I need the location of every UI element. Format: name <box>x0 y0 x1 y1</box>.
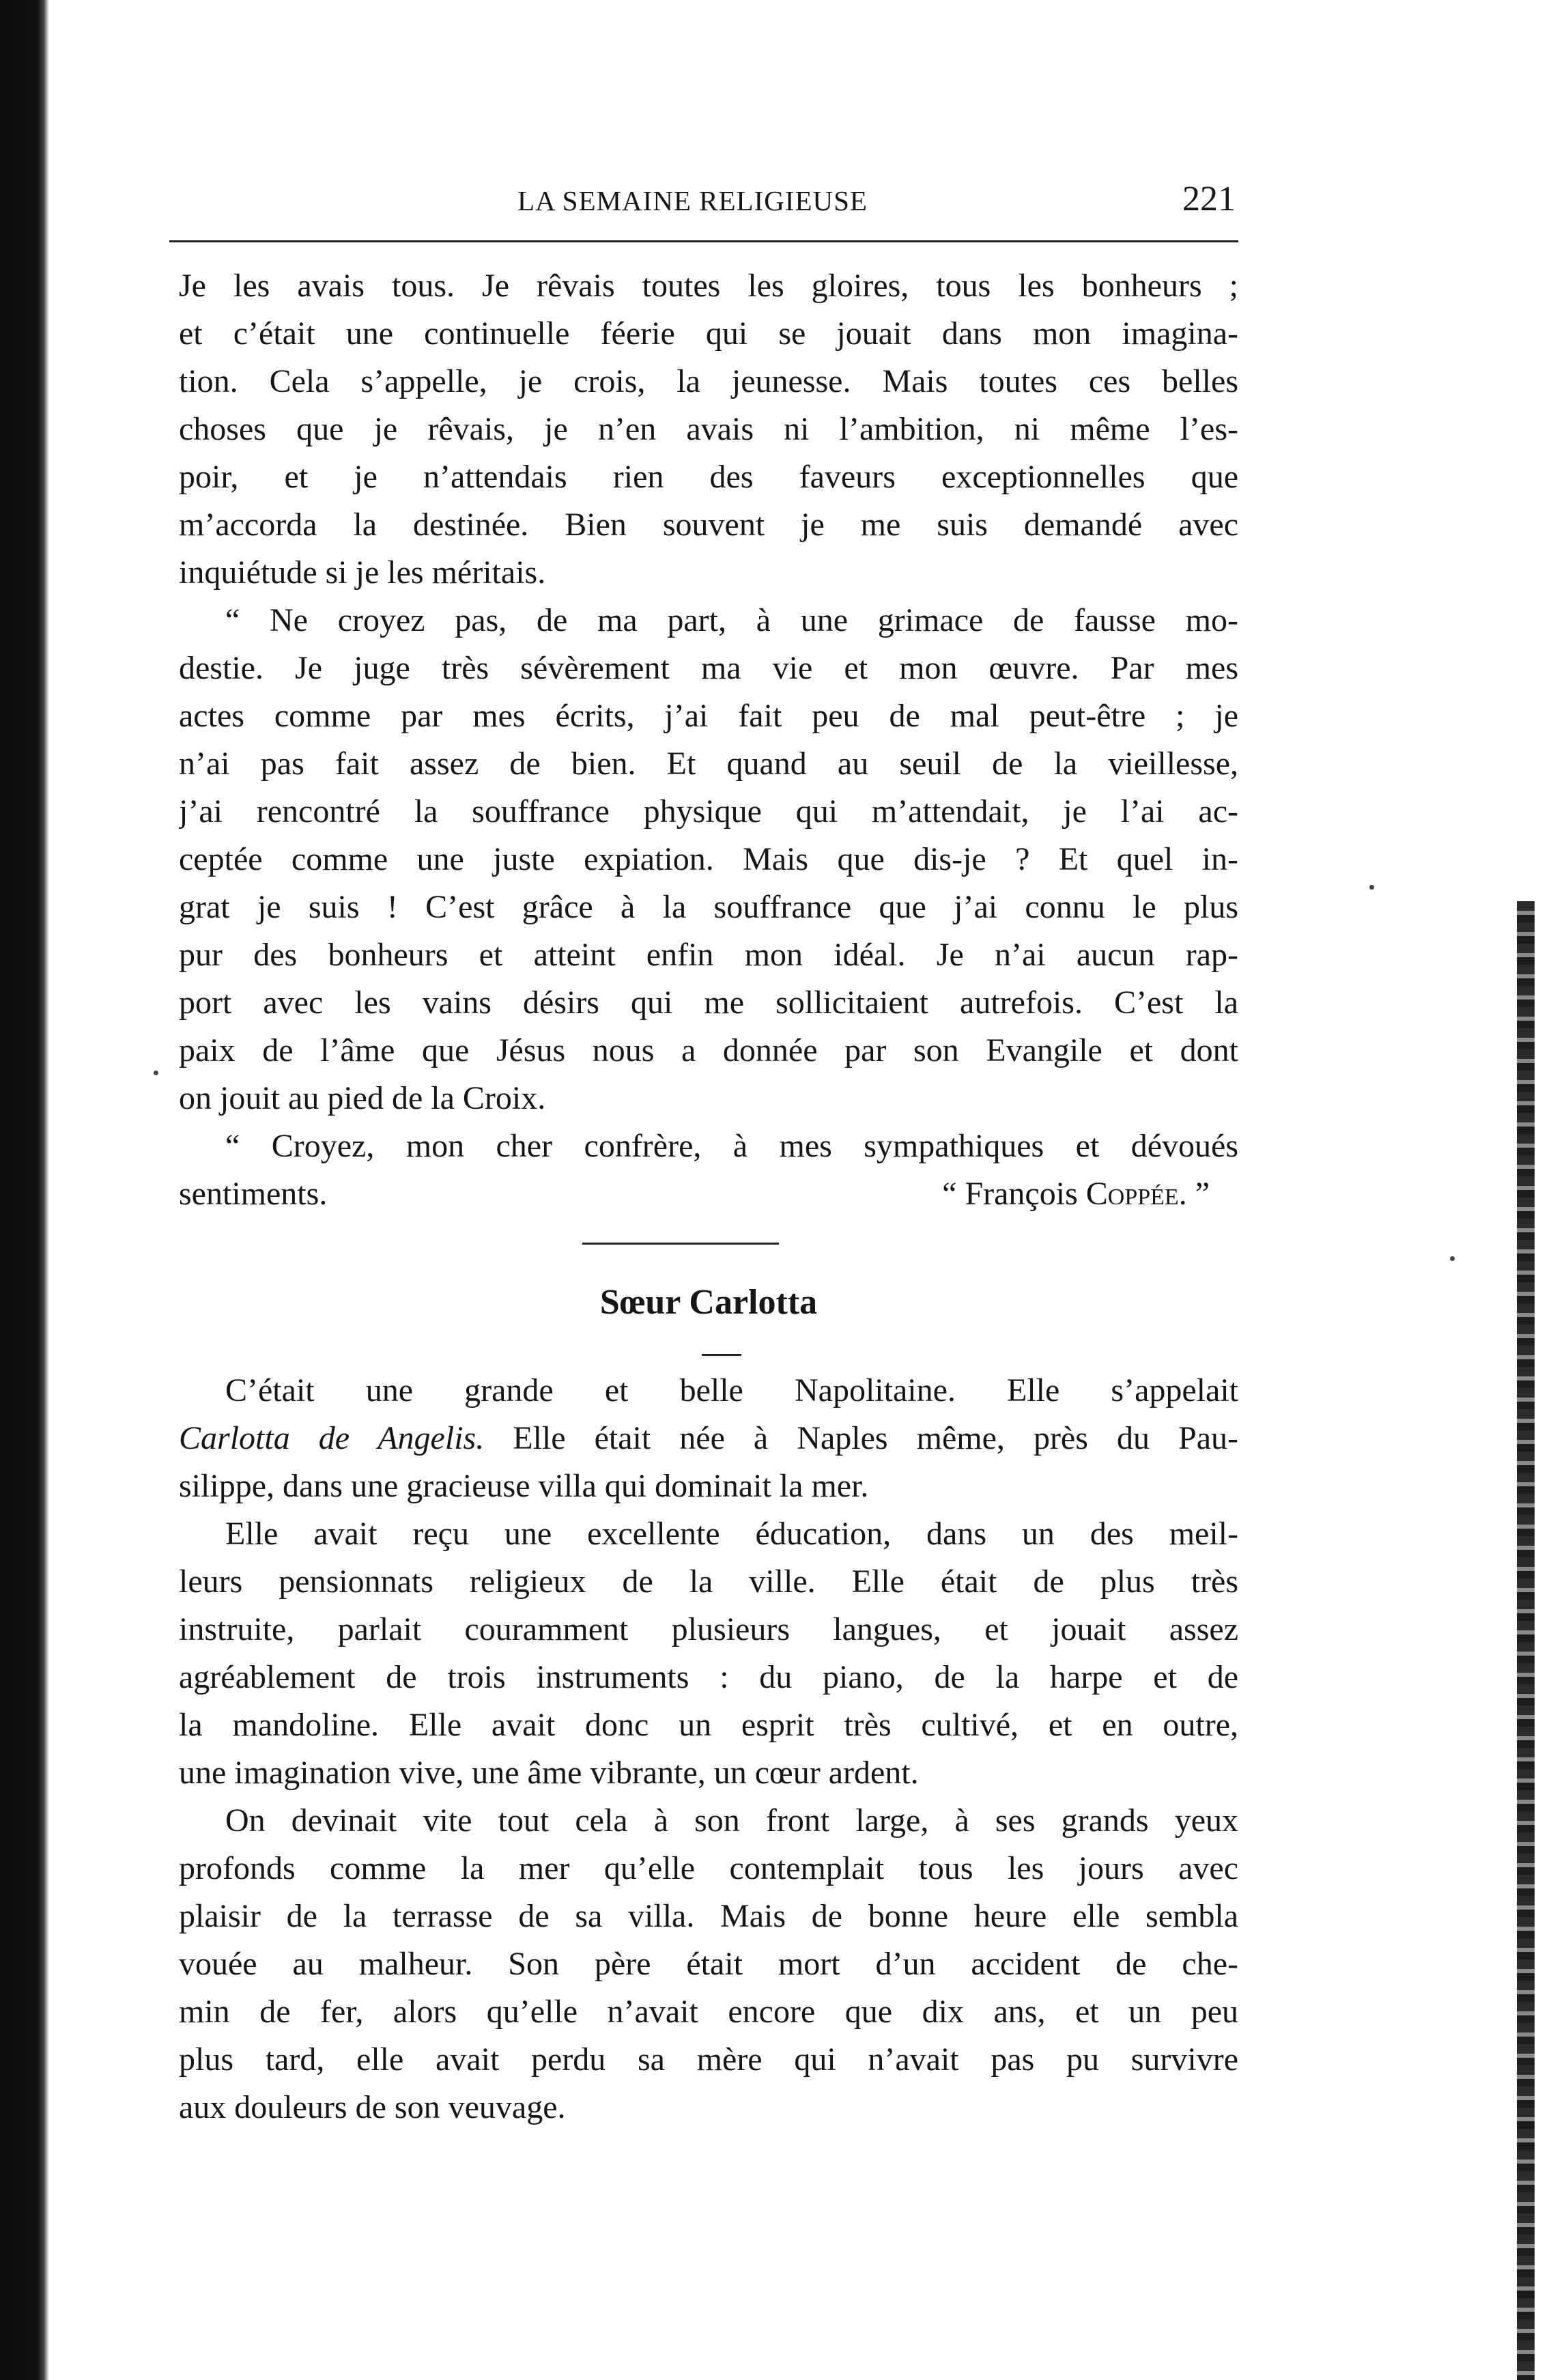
signature-line <box>179 1170 1238 1218</box>
text-line: Je les avais tous. Je rêvais toutes les gloires, tous les bonheurs ; <box>179 268 1238 304</box>
text-line: pur des bonheurs et atteint enfin mon idéal. Je n’ai aucun rap- <box>179 937 1238 973</box>
signature-surname: Coppée <box>1085 1176 1179 1212</box>
header-rule <box>169 240 1238 242</box>
text-line: plaisir de la terrasse de sa villa. Mais de bonne heure elle sembla <box>179 1898 1238 1934</box>
text-line: grat je suis ! C’est grâce à la souffrance que j’ai connu le plus <box>179 889 1238 925</box>
text-line: destie. Je juge très sévèrement ma vie et mon œuvre. Par mes <box>179 650 1238 686</box>
title-dash <box>702 1354 741 1356</box>
text-line: On devinait vite tout cela à son front large, à ses grands yeux <box>225 1802 1238 1839</box>
signature-prefix: “ François <box>942 1176 1086 1212</box>
page-number: 221 <box>1182 180 1236 218</box>
text-line: j’ai rencontré la souffrance physique qui m’attendait, je l’ai ac- <box>179 793 1238 830</box>
text-line: agréablement de trois instruments : du piano, de la harpe et de <box>179 1659 1238 1695</box>
text-line: choses que je rêvais, je n’en avais ni l’ambition, ni même l’es- <box>179 411 1238 447</box>
text-line: la mandoline. Elle avait donc un esprit très cultivé, et en outre, <box>179 1707 1238 1743</box>
text-line: poir, et je n’attendais rien des faveurs exceptionnelles que <box>179 459 1238 495</box>
text-line: une imagination vive, une âme vibrante, un cœur ardent. <box>179 1755 919 1791</box>
text-line: profonds comme la mer qu’elle contemplait tous les jours avec <box>179 1850 1238 1886</box>
text-line: vouée au malheur. Son père était mort d’un accident de che- <box>179 1946 1238 1982</box>
text-line: leurs pensionnats religieux de la ville. Elle était de plus très <box>179 1563 1238 1600</box>
text-line <box>179 1415 1238 1462</box>
text-line: tion. Cela s’appelle, je crois, la jeunesse. Mais toutes ces belles <box>179 363 1238 399</box>
text-line: n’ai pas fait assez de bien. Et quand au seuil de la vieillesse, <box>179 746 1238 782</box>
text-line: C’était une grande et belle Napolitaine. Elle s’appelait <box>225 1372 1238 1408</box>
running-title: LA SEMAINE RELIGIEUSE <box>517 185 868 216</box>
letter-text <box>179 262 1238 1218</box>
text-line: ceptée comme une juste expiation. Mais que dis-je ? Et quel in- <box>179 841 1238 877</box>
scan-binding-shadow-left <box>0 0 49 2380</box>
signature <box>942 1170 1210 1218</box>
closing-word: sentiments. <box>179 1176 328 1212</box>
text-line: aux douleurs de son veuvage. <box>179 2089 566 2125</box>
text-line: inquiétude si je les méritais. <box>179 554 546 591</box>
text-line: paix de l’âme que Jésus nous a donnée par son Evangile et dont <box>179 1032 1238 1068</box>
signature-suffix: . ” <box>1178 1176 1210 1212</box>
scan-binding-shadow-right <box>1517 901 1535 2380</box>
text-line: instruite, parlait couramment plusieurs langues, et jouait assez <box>179 1611 1238 1647</box>
text-line: min de fer, alors qu’elle n’avait encore que dix ans, et un peu <box>179 1994 1238 2030</box>
text-line: et c’était une continuelle féerie qui se jouait dans mon imagina- <box>179 315 1238 352</box>
text-run: Elle était née à Naples même, près du Pau- <box>484 1420 1238 1456</box>
scan-speck <box>154 1071 158 1075</box>
text-line: on jouit au pied de la Croix. <box>179 1080 546 1116</box>
section-divider <box>582 1243 779 1245</box>
text-line: actes comme par mes écrits, j’ai fait peu de mal peut-être ; je <box>179 698 1238 734</box>
story-text <box>179 1367 1238 2131</box>
text-line: m’accorda la destinée. Bien souvent je me suis demandé avec <box>179 507 1238 543</box>
name-italic: Carlotta de Angelis. <box>179 1420 485 1456</box>
text-line: silippe, dans une gracieuse villa qui dominait la mer. <box>179 1468 869 1504</box>
text-line: “ Ne croyez pas, de ma part, à une grimace de fausse mo- <box>225 602 1238 638</box>
text-line: “ Croyez, mon cher confrère, à mes sympathiques et dévoués <box>225 1128 1238 1164</box>
text-line: plus tard, elle avait perdu sa mère qui n’avait pas pu survivre <box>179 2041 1238 2078</box>
text-line: port avec les vains désirs qui me sollicitaient autrefois. C’est la <box>179 984 1238 1021</box>
text-line: Elle avait reçu une excellente éducation, dans un des meil- <box>225 1516 1238 1552</box>
page-header <box>169 176 1236 231</box>
scan-speck <box>1450 1256 1455 1261</box>
scan-speck <box>1369 885 1374 890</box>
section-title: Sœur Carlotta <box>599 1283 818 1322</box>
